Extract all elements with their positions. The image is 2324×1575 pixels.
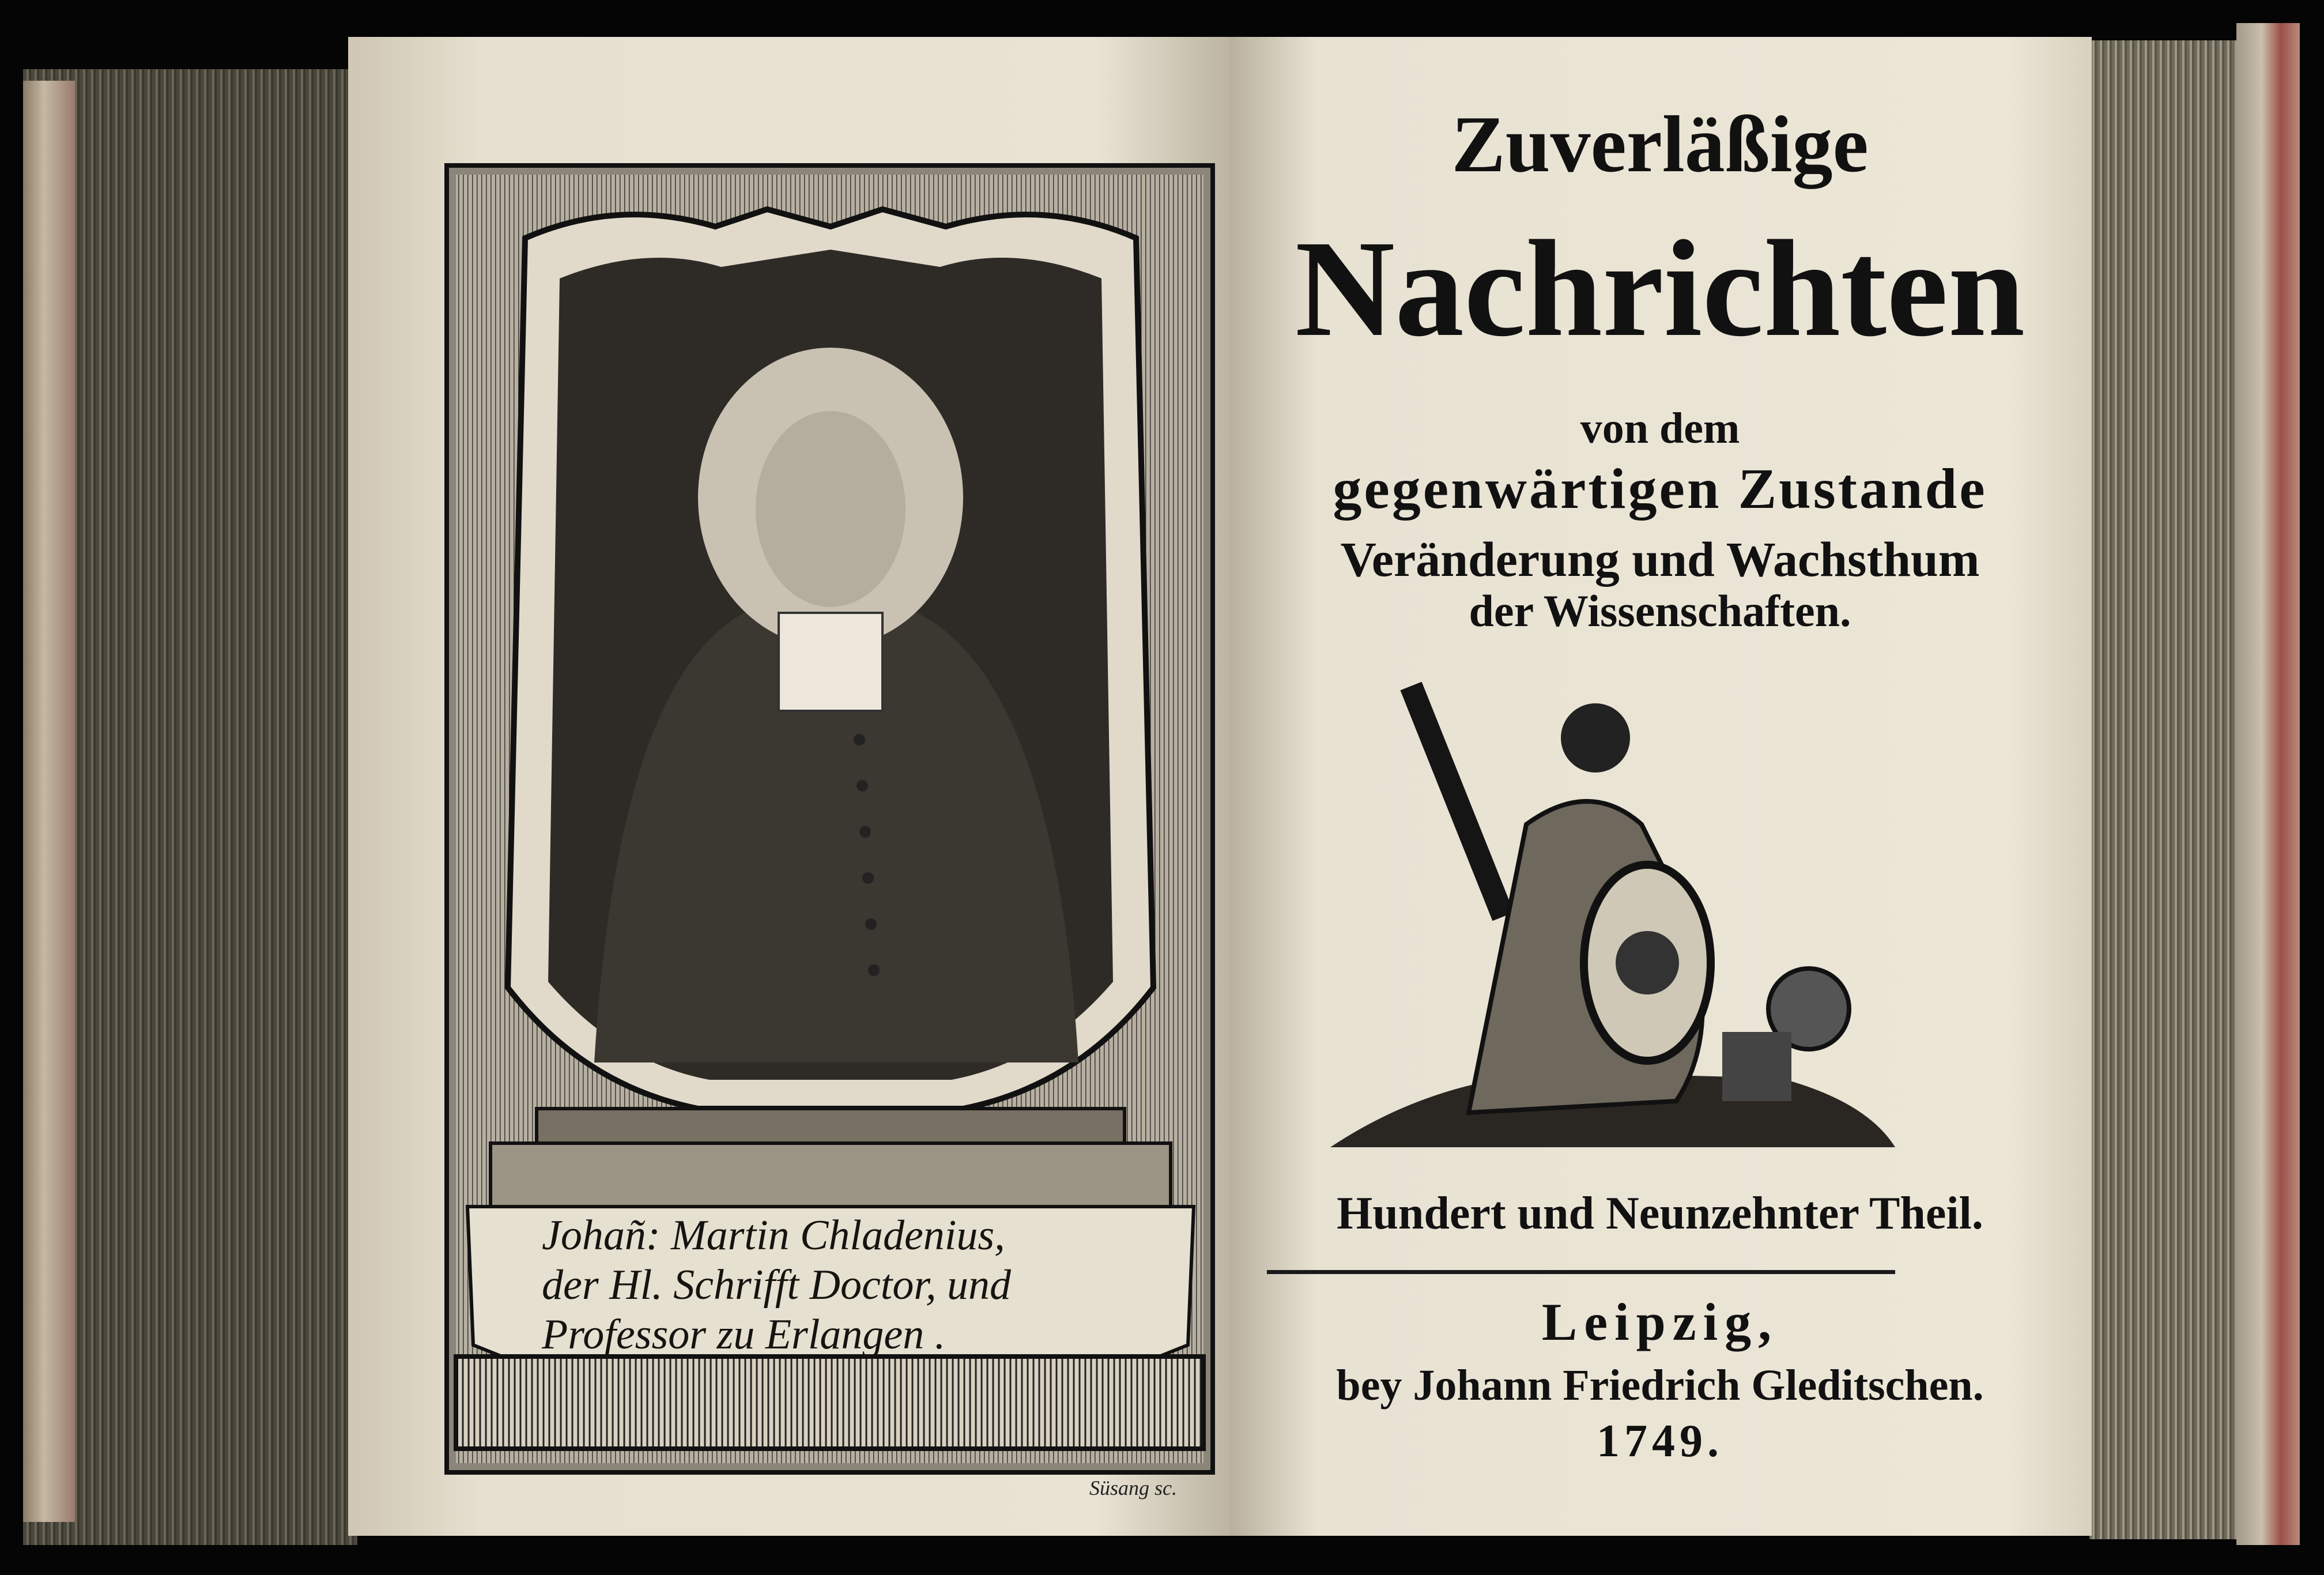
caption-line: Johañ: Martin Chladenius, — [542, 1212, 1005, 1259]
portrait-caption — [542, 1211, 1107, 1359]
book-page-edges-right — [2089, 40, 2245, 1539]
title-line-2: Nachrichten — [1295, 212, 2025, 365]
part-statement: Hundert und Neunzehnter Theil. — [1337, 1188, 1983, 1239]
book-cover-right — [2236, 23, 2300, 1545]
caption-line: Professor zu Erlangen . — [542, 1311, 946, 1358]
subtitle-line-2: gegenwärtigen Zustande — [1333, 457, 1987, 521]
caption-line: der Hl. Schrifft Doctor, und — [542, 1261, 1011, 1309]
engraver-signature: Süsang sc. — [1089, 1476, 1177, 1499]
imprint-year: 1749. — [1597, 1416, 1723, 1467]
minerva-vignette — [1319, 675, 1904, 1156]
subtitle-line-3: Veränderung und Wachsthum — [1340, 532, 1980, 587]
imprint-place: Leipzig, — [1541, 1293, 1779, 1351]
subtitle-line-4: der Wissenschaften. — [1469, 586, 1851, 636]
imprint-publisher: bey Johann Friedrich Gleditschen. — [1336, 1361, 1984, 1410]
title-line-1: Zuverläßige — [1451, 100, 1869, 189]
horizontal-rule — [1267, 1270, 1895, 1274]
book-cover-left — [23, 81, 75, 1522]
subtitle-line-1: von dem — [1580, 404, 1740, 453]
